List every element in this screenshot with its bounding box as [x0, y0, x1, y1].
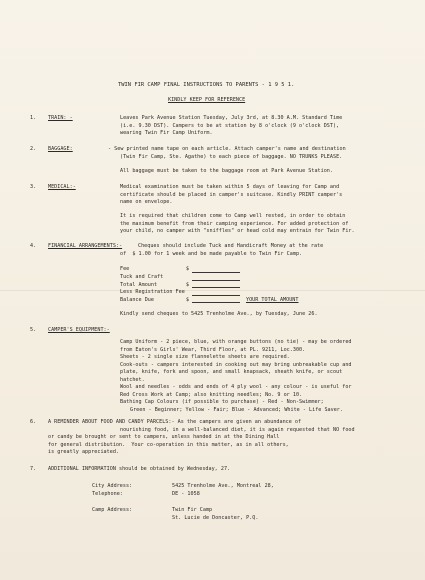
s5-line-5: plate, knife, fork and spoon, and small knapsack, sheath knife, or scout — [120, 369, 343, 375]
s4-line-1: Cheques should include Tuck and Handicraft Money at the rate — [138, 243, 324, 249]
fee-label-fee: Fee — [120, 266, 130, 272]
total-blank-line — [192, 287, 240, 288]
s6-line-2: nourishing food, in a well-balanced diet, it is again requested that NO food — [120, 426, 355, 433]
camp-address-1: Twin Fir Camp — [172, 507, 213, 513]
less-blank-line — [192, 295, 240, 296]
fee-label-balance: Balance Due — [120, 296, 154, 303]
s5-line-6: hatchet. — [120, 376, 145, 383]
s5-line-3: Sheets - 2 single size flannelette sheets are required. — [120, 354, 290, 360]
fee-label-total: Total Amount — [120, 281, 158, 288]
camp-address-2: St. Lucie de Doncaster, P.Q. — [172, 514, 259, 521]
s4-send: Kindly send cheques to 5425 Trenholme Ave., by Tuesday, June 26. — [120, 311, 318, 317]
s6-line-1: A REMINDER ABOUT FOOD AND CANDY PARCELS:- As the campers are given an abundance of — [48, 419, 302, 425]
s7-num: 7. — [30, 466, 37, 472]
s5-line-10: Green - Beginner; Yellow - Fair; Blue - Advanced; White - Life Saver. — [130, 406, 343, 413]
s5-line-9: Bathing Cap Colours (if possible to purchase) - Red - Non-Swimmer; — [120, 399, 324, 405]
dollar-balance: $ — [186, 296, 190, 303]
s3-line-2: certificate should be placed in camper's suitcase. Kindly PRINT camper's — [120, 191, 343, 198]
s6-line-5: is greatly appreciated. — [48, 449, 119, 455]
s3-num: 3. — [30, 184, 37, 190]
s1-line-2: (i.e. 9.30 DST). Campers to be at station by 8 o'clock (9 o'clock DST), — [120, 122, 340, 129]
s6-line-4: for general distribution. Your co-operation in this matter, as in all others, — [48, 441, 289, 448]
s2-num: 2. — [30, 146, 37, 152]
city-address-label: City Address: — [92, 483, 133, 489]
telephone-label: Telephone: — [92, 490, 123, 497]
s3-para-2: the maximum benefit from their camping experience. For added protection of — [120, 220, 349, 227]
fee-blank-line — [192, 272, 240, 273]
dollar-fee: $ — [186, 266, 190, 272]
s2-line-1: - Sew printed name tape on each article. Attach camper's name and destination — [108, 146, 346, 152]
dollar-total: $ — [186, 281, 190, 288]
s7-line: ADDITIONAL INFORMATION should be obtained by Wednesday, 27. — [48, 466, 231, 472]
s3-line-1: Medical examination must be taken within 5 days of leaving for Camp and — [120, 184, 340, 190]
balance-blank-line — [192, 302, 240, 303]
s2-note: All baggage must be taken to the baggage room at Park Avenue Station. — [120, 168, 333, 174]
s3-line-3: name on envelope. — [120, 199, 173, 205]
city-address: 5425 Trenholme Ave., Montreal 28, — [172, 483, 274, 489]
s4-line-2: of $ 1.00 for 1 week and be made payable to Twin Fir Camp. — [120, 250, 303, 257]
fee-label-less: Less Registration Fee — [120, 289, 185, 295]
s1-num: 1. — [30, 115, 37, 121]
s2-heading: BAGGAGE: — [48, 146, 73, 152]
s4-heading: FINANCIAL ARRANGEMENTS:- — [48, 243, 123, 249]
s1-heading: TRAIN: - — [48, 115, 73, 121]
s5-line-2: from Eaton's Girls' Wear, Third Floor, at PL. 9211, Loc.300. — [120, 346, 306, 353]
s1-line-3: wearing Twin Fir Camp Uniform. — [120, 130, 213, 136]
fee-label-tuck: Tuck and Craft — [120, 274, 164, 280]
s5-line-8: Red Cross Work at Camp; also knitting needles; No. 9 or 10. — [120, 391, 303, 398]
doc-title: TWIN FIR CAMP FINAL INSTRUCTIONS TO PARENTS - 1 9 5 1. — [118, 82, 295, 88]
your-total-amount: YOUR TOTAL AMOUNT — [246, 296, 299, 303]
s5-heading: CAMPER'S EQUIPMENT:- — [48, 327, 110, 333]
doc-subtitle: KINDLY KEEP FOR REFERENCE — [168, 97, 246, 103]
s6-num: 6. — [30, 419, 37, 425]
s1-line-1: Leaves Park Avenue Station Tuesday, July 3rd, at 8.30 A.M. Standard Time — [120, 115, 343, 121]
camp-address-label: Camp Address: — [92, 507, 133, 513]
s3-para-1: It is required that children come to Camp well rested, in order to obtain — [120, 213, 346, 219]
s3-heading: MEDICAL:- — [48, 184, 76, 190]
s3-para-3: your child, no camper with "sniffles" or head cold may entrain for Twin Fir. — [120, 228, 355, 234]
s2-line-2: (Twin Fir Camp, Ste. Agathe) to each piece of baggage. NO TRUNKS PLEASE. — [120, 153, 343, 160]
telephone: DE - 1058 — [172, 490, 200, 497]
tuck-blank-line — [192, 280, 240, 281]
s5-line-1: Camp Uniform - 2 piece, blue, with orange buttons (no tie) - may be ordered — [120, 339, 352, 345]
page-fold — [0, 290, 425, 291]
s5-line-7: Wool and needles - odds and ends of 4 ply wool - any colour - is useful for — [120, 384, 352, 390]
s4-num: 4. — [30, 243, 37, 249]
s5-num: 5. — [30, 327, 37, 333]
s5-line-4: Cook-outs - campers interested in cooking out may bring unbreakable cup and — [120, 361, 352, 368]
s6-line-3: or candy be brought or sent to campers, unless handed in at the Dining Hall — [48, 434, 280, 440]
